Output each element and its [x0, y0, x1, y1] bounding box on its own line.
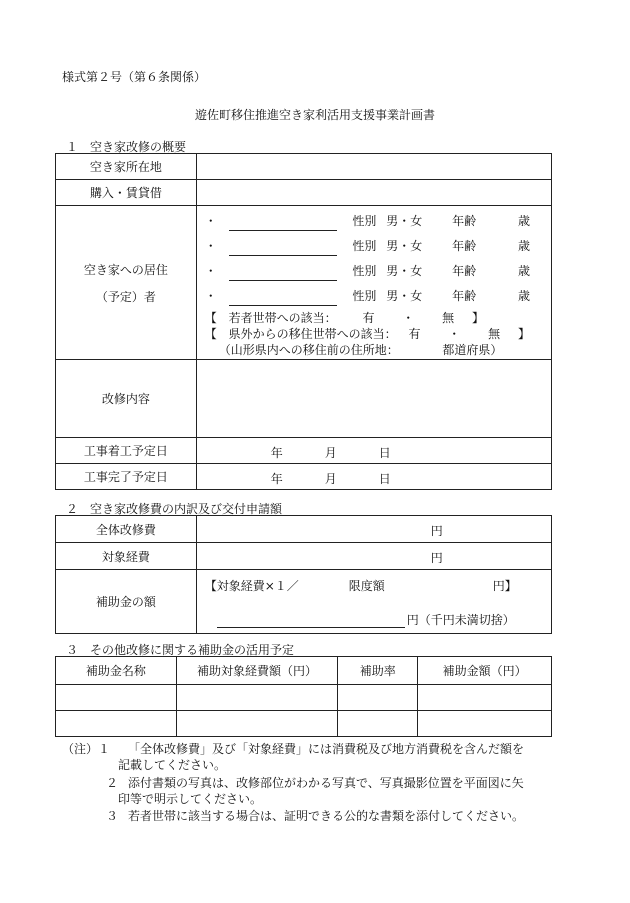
bracket-open: 【 — [204, 327, 217, 341]
separator-dot: ・ — [402, 311, 415, 325]
table-cell[interactable] — [338, 711, 418, 737]
year-label: 年 — [270, 471, 283, 486]
resident-row — [205, 212, 530, 231]
column-header: 補助率 — [338, 657, 418, 685]
bullet: ・ — [204, 214, 217, 228]
age-unit: 歳 — [517, 239, 530, 253]
subsidy-formula: 【対象経費×１／ — [204, 578, 299, 593]
prefecture-label: 都道府県） — [442, 343, 503, 357]
gender-options[interactable]: 男・女 — [386, 264, 423, 278]
young-household-row — [205, 309, 484, 326]
note-1-line-1: 「全体改修費」及び「対象経費」には消費税及び地方消費税を含んだ額を — [128, 742, 525, 756]
yen-unit: 円 — [406, 612, 419, 627]
column-header: 補助対象経費額（円） — [176, 657, 338, 685]
resident-row — [205, 287, 530, 306]
resident-name-field[interactable] — [229, 241, 337, 256]
month-label: 月 — [324, 471, 337, 486]
gender-options[interactable]: 男・女 — [386, 239, 423, 253]
gender-label: 性別 — [352, 239, 377, 253]
age-label: 年齢 — [452, 264, 477, 278]
total-cost-label: 全体改修費 — [56, 516, 197, 543]
location-label: 空き家所在地 — [56, 154, 197, 180]
resident-cell — [196, 206, 551, 360]
resident-name-field[interactable] — [229, 291, 337, 306]
purchase-field[interactable] — [196, 180, 551, 206]
overview-table — [55, 153, 552, 490]
gender-label: 性別 — [352, 264, 377, 278]
note-3-number: ３ — [106, 809, 119, 823]
resident-name-field[interactable] — [229, 216, 337, 231]
table-cell[interactable] — [56, 711, 177, 737]
subsidy-amount-cell — [196, 570, 551, 634]
day-label: 日 — [378, 471, 391, 486]
age-label: 年齢 — [452, 239, 477, 253]
age-label: 年齢 — [452, 289, 477, 303]
outside-household-row — [205, 325, 530, 342]
section1-heading: １ 空き家改修の概要 — [66, 140, 187, 154]
other-subsidy-table — [55, 656, 552, 737]
age-label: 年齢 — [452, 214, 477, 228]
subsidy-amount-label: 補助金の額 — [56, 570, 197, 634]
bullet: ・ — [204, 264, 217, 278]
rounding-note: （千円未満切捨） — [418, 612, 515, 627]
column-header: 補助金額（円） — [418, 657, 552, 685]
young-yes-option[interactable]: 有 — [362, 311, 375, 325]
cost-table — [55, 515, 552, 634]
start-date-label: 工事着工予定日 — [56, 438, 197, 464]
age-unit: 歳 — [517, 264, 530, 278]
limit-yen-unit: 円】 — [492, 578, 517, 593]
note-1-line-2: 記載してください。 — [118, 758, 227, 772]
section3-heading: ３ その他改修に関する補助金の活用予定 — [66, 643, 295, 657]
yen-unit: 円 — [430, 550, 443, 565]
young-no-option[interactable]: 無 — [442, 311, 455, 325]
resident-row — [205, 262, 530, 281]
gender-label: 性別 — [352, 289, 377, 303]
year-label: 年 — [270, 445, 283, 460]
table-cell[interactable] — [56, 685, 177, 711]
resident-label-line2: （予定）者 — [95, 289, 156, 304]
gender-label: 性別 — [352, 214, 377, 228]
renovation-label: 改修内容 — [56, 360, 197, 438]
column-header: 補助金名称 — [56, 657, 177, 685]
bullet: ・ — [204, 239, 217, 253]
outside-household-label: 県外からの移住世帯への該当： — [228, 327, 397, 341]
table-cell[interactable] — [418, 711, 552, 737]
young-household-label: 若者世帯への該当： — [228, 311, 337, 325]
table-row — [56, 711, 552, 737]
bracket-close: 】 — [471, 311, 484, 325]
location-field[interactable] — [196, 154, 551, 180]
bracket-close: 】 — [517, 327, 530, 341]
section2-heading: ２ 空き家改修費の内訳及び交付申請額 — [66, 502, 283, 516]
table-cell[interactable] — [176, 685, 338, 711]
gender-options[interactable]: 男・女 — [386, 289, 423, 303]
start-date-field[interactable] — [196, 438, 551, 464]
previous-address-row — [219, 341, 503, 360]
end-date-field[interactable] — [196, 464, 551, 490]
yen-unit: 円 — [430, 523, 443, 538]
note-2-number: ２ — [106, 776, 119, 790]
resident-label-line1: 空き家への居住 — [83, 262, 168, 277]
note-prefix: （注）１ — [62, 742, 111, 756]
limit-label: 限度額 — [348, 578, 385, 593]
note-3-line-1: 若者世帯に該当する場合は、証明できる公的な書類を添付してください。 — [128, 809, 525, 823]
purchase-label: 購入・賃貸借 — [56, 180, 197, 206]
age-unit: 歳 — [517, 214, 530, 228]
bullet: ・ — [204, 289, 217, 303]
gender-options[interactable]: 男・女 — [386, 214, 423, 228]
prefecture-field[interactable] — [403, 345, 439, 360]
note-2-line-2: 印等で明示してください。 — [118, 792, 263, 806]
table-cell[interactable] — [176, 711, 338, 737]
form-number: 様式第２号（第６条関係） — [62, 70, 207, 84]
separator-dot: ・ — [448, 327, 461, 341]
subsidy-amount-field[interactable] — [217, 613, 405, 628]
resident-row — [205, 237, 530, 256]
page-title: 遊佐町移住推進空き家利活用支援事業計画書 — [194, 108, 435, 122]
target-cost-field[interactable] — [196, 543, 551, 570]
outside-no-option[interactable]: 無 — [488, 327, 501, 341]
age-unit: 歳 — [517, 289, 530, 303]
renovation-field[interactable] — [196, 360, 551, 438]
previous-address-label: （山形県内への移住前の住所地： — [218, 343, 399, 357]
target-cost-label: 対象経費 — [56, 543, 197, 570]
table-cell[interactable] — [338, 685, 418, 711]
table-row — [56, 685, 552, 711]
total-cost-field[interactable] — [196, 516, 551, 543]
resident-name-field[interactable] — [229, 266, 337, 281]
outside-yes-option[interactable]: 有 — [408, 327, 421, 341]
end-date-label: 工事完了予定日 — [56, 464, 197, 490]
month-label: 月 — [324, 445, 337, 460]
bracket-open: 【 — [204, 311, 217, 325]
note-2-line-1: 添付書類の写真は、改修部位がわかる写真で、写真撮影位置を平面図に矢 — [128, 776, 524, 790]
day-label: 日 — [378, 445, 391, 460]
resident-label — [56, 206, 197, 360]
table-cell[interactable] — [418, 685, 552, 711]
